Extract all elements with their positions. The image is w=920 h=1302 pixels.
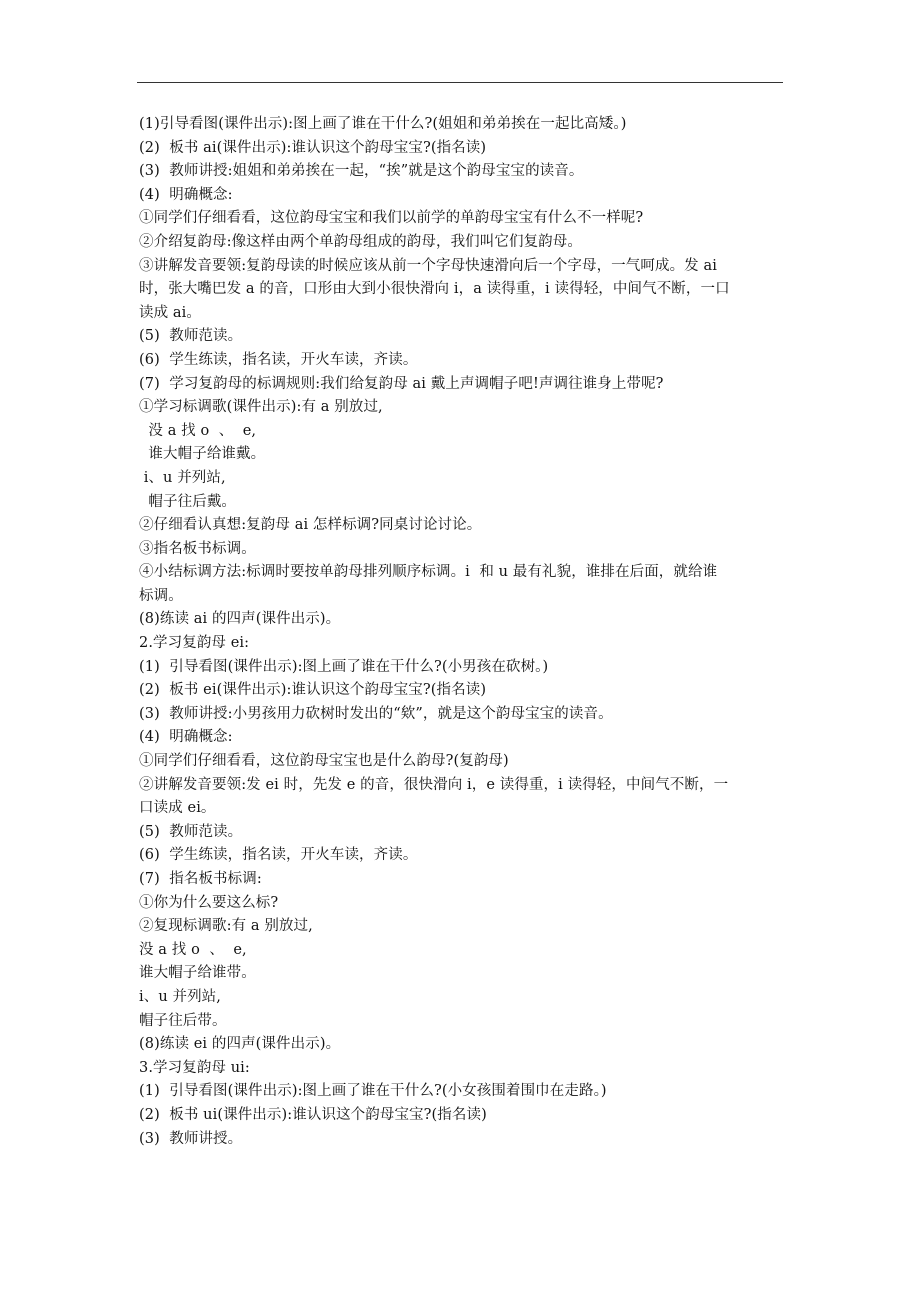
text-line: (5) 教师范读。 — [139, 328, 243, 345]
text-line: (6) 学生练读，指名读，开火车读，齐读。 — [139, 847, 418, 864]
text-line: (7) 指名板书标调: — [139, 871, 262, 887]
text-line: ①你为什么要这么标? — [139, 894, 279, 911]
text-line: (3) 教师讲授。 — [139, 1130, 243, 1147]
text-line: 没 a 找 o 、 e, — [139, 941, 247, 958]
document-body — [139, 113, 789, 1151]
header-rule — [137, 82, 783, 83]
text-line: (1) 引导看图(课件出示):图上画了谁在干什么?(小女孩围着围巾在走路。) — [139, 1083, 607, 1100]
text-line: (2) 板书 ai(课件出示):谁认识这个韵母宝宝?(指名读) — [139, 139, 487, 156]
text-line: (8)练读 ei 的四声(课件出示)。 — [139, 1036, 341, 1053]
text-line: ②仔细看认真想:复韵母 ai 怎样标调?同桌讨论讨论。 — [139, 517, 482, 534]
text-line: (2) 板书 ui(课件出示):谁认识这个韵母宝宝?(指名读) — [139, 1106, 487, 1123]
text-line: (8)练读 ai 的四声(课件出示)。 — [139, 611, 341, 628]
text-line: (1) 引导看图(课件出示):图上画了谁在干什么?(小男孩在砍树。) — [139, 658, 549, 675]
text-line: ①同学们仔细看看，这位韵母宝宝和我们以前学的单韵母宝宝有什么不一样呢? — [139, 210, 644, 227]
text-line: (7) 学习复韵母的标调规则:我们给复韵母 ai 戴上声调帽子吧!声调往谁身上带呢? — [139, 375, 664, 392]
text-line: ③讲解发音要领:复韵母读的时候应该从前一个字母快速滑向后一个字母，一气呵成。发 ai — [139, 257, 717, 274]
text-line: 谁大帽子给谁戴。 — [139, 446, 266, 463]
text-line: ①学习标调歌(课件出示):有 a 别放过, — [139, 399, 383, 416]
text-line: ④小结标调方法:标调时要按单韵母排列顺序标调。i 和 u 最有礼貌，谁排在后面，就给谁 — [139, 564, 718, 581]
text-line: 帽子往后戴。 — [139, 493, 237, 510]
text-line: i、u 并列站, — [139, 469, 226, 486]
text-line: (6) 学生练读，指名读，开火车读，齐读。 — [139, 351, 418, 368]
text-line: i、u 并列站, — [139, 988, 221, 1005]
text-line: 时，张大嘴巴发 a 的音，口形由大到小很快滑向 i，a 读得重，i 读得轻，中间气不断，一口 — [139, 281, 730, 298]
text-line: 标调。 — [139, 587, 183, 604]
text-line: ②讲解发音要领:发 ei 时，先发 e 的音，很快滑向 i，e 读得重，i 读得轻，中间气不断，一 — [139, 776, 729, 793]
text-line: (1)引导看图(课件出示):图上画了谁在干什么?(姐姐和弟弟挨在一起比高矮。) — [139, 116, 627, 132]
text-line: 谁大帽子给谁带。 — [139, 965, 256, 982]
text-line: ②复现标调歌:有 a 别放过, — [139, 918, 313, 935]
text-line: ③指名板书标调。 — [139, 540, 256, 557]
text-line: (5) 教师范读。 — [139, 823, 243, 840]
text-line: ①同学们仔细看看，这位韵母宝宝也是什么韵母?(复韵母) — [139, 753, 509, 770]
text-line: 口读成 ei。 — [139, 800, 216, 817]
text-line: 2.学习复韵母 ei: — [139, 635, 250, 652]
text-line: (3) 教师讲授:小男孩用力砍树时发出的“欸”，就是这个韵母宝宝的读音。 — [139, 705, 613, 722]
text-line: 帽子往后带。 — [139, 1012, 227, 1029]
text-line: (3) 教师讲授:姐姐和弟弟挨在一起，“挨”就是这个韵母宝宝的读音。 — [139, 163, 584, 180]
text-line: (4) 明确概念: — [139, 186, 233, 203]
text-line: 读成 ai。 — [139, 304, 201, 321]
text-line: 3.学习复韵母 ui: — [139, 1059, 250, 1076]
text-line: (4) 明确概念: — [139, 729, 233, 746]
text-line: (2) 板书 ei(课件出示):谁认识这个韵母宝宝?(指名读) — [139, 682, 487, 699]
text-line: ②介绍复韵母:像这样由两个单韵母组成的韵母，我们叫它们复韵母。 — [139, 233, 582, 250]
text-line: 没 a 找 o 、 e, — [139, 422, 257, 439]
